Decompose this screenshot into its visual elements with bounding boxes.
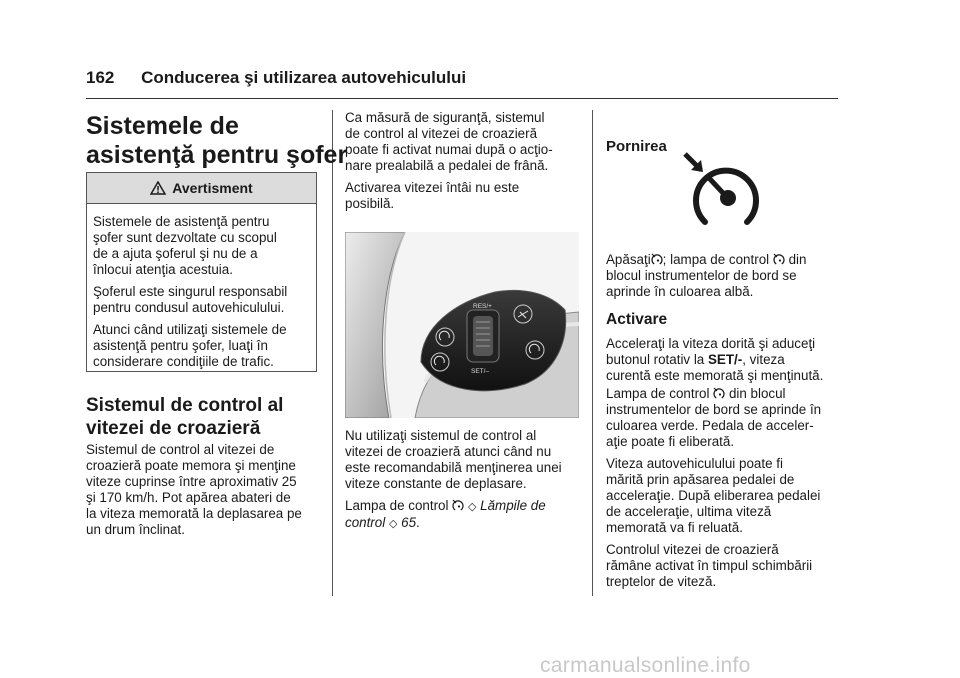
header-rule xyxy=(86,98,838,99)
column-divider-1 xyxy=(332,110,333,596)
section-title xyxy=(86,112,347,170)
section-title-line: Sistemele de xyxy=(86,112,239,140)
cruise-lamp-icon xyxy=(713,387,725,400)
cruise-lamp-icon xyxy=(773,253,785,266)
warning-box xyxy=(86,172,317,372)
activation-title: Activare xyxy=(606,311,668,328)
start-paragraph: Apăsaţi ; lampa de control din blocul instrumentelor de bord se aprinde în culoarea albă. xyxy=(606,252,807,299)
warning-header xyxy=(87,173,316,204)
page-header xyxy=(86,68,466,88)
cruise-lamp-icon xyxy=(452,499,464,512)
cruise-title-line: vitezei de croazieră xyxy=(86,418,261,439)
lamp-reference-paragraph: Lampa de control ◇ Lămpile de control ◇ 65. xyxy=(345,498,546,530)
usage-paragraph: Nu utilizaţi sistemul de control al vitezei de croazieră atunci când nu este recomandabilă menţinerea unei viteze constante de deplasare. xyxy=(345,428,562,491)
green-lamp-paragraph: Lampa de control din blocul instrumentelor de bord se aprinde în culoarea verde. Pedala de acceler- aţie poate fi eliberată. xyxy=(606,386,822,449)
warning-paragraph: Şoferul este singurul responsabil pentru condusul autovehiculului. xyxy=(93,284,288,315)
start-title: Pornirea xyxy=(606,138,667,155)
lamp-reference-link[interactable]: Lămpile de xyxy=(480,498,546,513)
res-label: RES/+ xyxy=(473,303,492,310)
first-gear-paragraph: Activarea vitezei întâi nu este posibilă. xyxy=(345,180,520,211)
warning-triangle-icon xyxy=(150,181,166,195)
chapter-title: Conducerea şi utilizarea autovehiculului xyxy=(141,68,467,87)
warning-label: Avertisment xyxy=(172,180,253,196)
column-divider-2 xyxy=(592,110,593,596)
page-number: 162 xyxy=(86,68,115,87)
section-title-line: asistenţă pentru şofer xyxy=(86,141,348,169)
cruise-control-button-icon xyxy=(683,152,769,232)
cruise-control-title xyxy=(86,394,283,440)
cruise-button-icon xyxy=(651,253,663,266)
reference-arrow-icon: ◇ xyxy=(467,501,477,513)
warning-paragraph: Sistemele de asistenţă pentru şofer sunt dezvoltate cu scopul de a ajuta şoferul şi nu de a înlocui atenţia acestuia. xyxy=(93,214,277,277)
set-label: SET/– xyxy=(471,368,490,375)
safety-paragraph: Ca măsură de siguranţă, sistemul de control al vitezei de croazieră poate fi activat numai după o acţio- nare prealabilă a pedalei de frână. xyxy=(345,110,553,173)
page-reference-icon: ◇ xyxy=(388,518,398,530)
gear-change-paragraph: Controlul vitezei de croazieră rămâne activat în timpul schimbării treptelor de viteză. xyxy=(606,542,813,589)
steering-wheel-controls-figure xyxy=(345,232,579,418)
watermark: carmanualsonline.info xyxy=(540,654,751,677)
lamp-reference-link-2[interactable]: control xyxy=(345,515,386,530)
cruise-control-paragraph: Sistemul de control al vitezei de croazieră poate memora şi menţine viteze cuprinse între aproximativ 25 şi 170 km/h. Pot apărea abateri de la viteza memorată la deplasarea pe un drum înclinat. xyxy=(86,442,302,537)
page-reference[interactable]: 65 xyxy=(401,515,417,530)
activation-paragraph: Acceleraţi la viteza dorită şi aduceţi butonul rotativ la SET/-, viteza curentă este memorată şi menţinută. xyxy=(606,336,824,383)
warning-paragraph: Atunci când utilizaţi sistemele de asistenţă pentru şofer, luaţi în considerare condiţiile de trafic. xyxy=(93,322,287,369)
cruise-title-line: Sistemul de control al xyxy=(86,395,284,416)
speed-increase-paragraph: Viteza autovehiculului poate fi mărită prin apăsarea pedalei de acceleraţie. După eliberarea pedalei de acceleraţie, ultima viteză memorată va fi reluată. xyxy=(606,456,821,535)
